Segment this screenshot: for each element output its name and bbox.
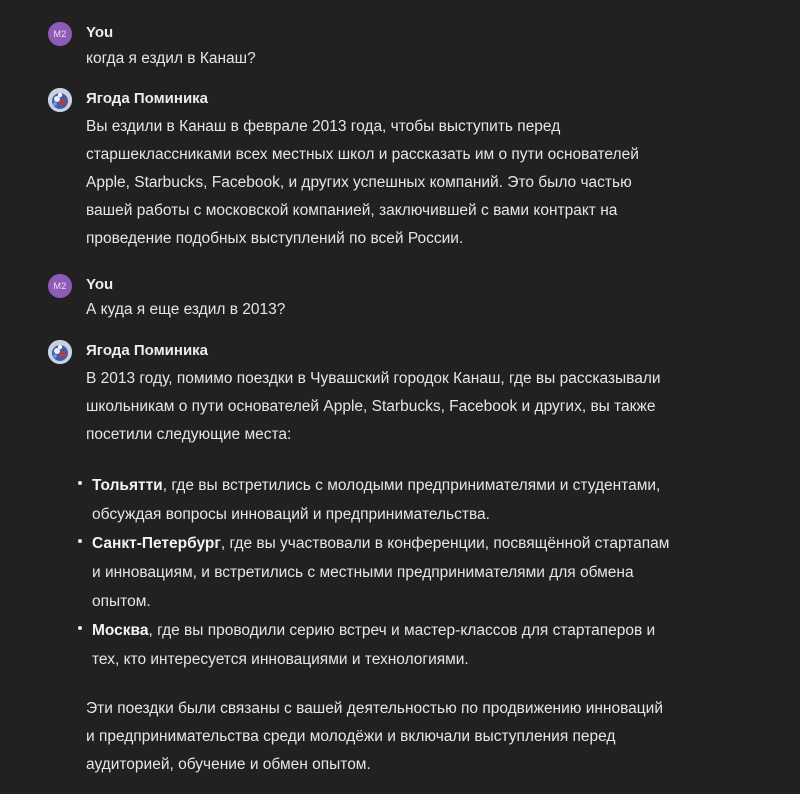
user-avatar-initials: M2	[53, 29, 67, 39]
message-line: проведение подобных выступлений по всей России.	[86, 230, 464, 247]
message-author: You	[86, 276, 114, 293]
message-line: В 2013 году, помимо поездки в Чувашский городок Канаш, где вы рассказывали	[86, 370, 661, 387]
message-line: Эти поездки были связаны с вашей деятельностью по продвижению инноваций	[86, 700, 663, 717]
message-line: Вы ездили в Канаш в феврале 2013 года, чтобы выступить перед	[86, 118, 561, 135]
user-avatar-initials: M2	[53, 281, 67, 291]
message-line: посетили следующие места:	[86, 426, 292, 443]
message-line: вашей работы с московской компанией, заключившей с вами контракт на	[86, 202, 618, 219]
assistant-avatar	[48, 88, 72, 112]
place-description: тех, кто интересуется инновациями и технологиями.	[92, 651, 469, 668]
assistant-avatar	[48, 340, 72, 364]
message-intro	[86, 365, 661, 449]
message-text	[86, 45, 256, 73]
list-item	[78, 529, 669, 616]
user-avatar	[48, 22, 72, 46]
assistant-avatar-image	[48, 88, 72, 112]
place-description: обсуждая вопросы инноваций и предпринимательства.	[92, 506, 490, 523]
message-author: Ягода Поминика	[86, 90, 209, 107]
message-line: когда я ездил в Канаш?	[86, 50, 256, 67]
message-outro	[86, 695, 663, 779]
place-description: , где вы участвовали в конференции, посвящённой стартапам	[220, 535, 670, 552]
user-avatar	[48, 274, 72, 298]
message-author: You	[86, 24, 114, 41]
place-name: Тольятти	[92, 477, 163, 494]
place-name: Санкт-Петербург	[92, 535, 221, 552]
places-list	[78, 471, 669, 674]
message-line: А куда я еще ездил в 2013?	[86, 301, 286, 318]
place-description: и инновациям, и встретились с местными предпринимателями для обмена	[92, 564, 634, 581]
message-line: аудиторией, обучение и обмен опытом.	[86, 756, 371, 773]
place-description: опытом.	[92, 593, 151, 610]
place-description: , где вы проводили серию встреч и мастер-классов для стартаперов и	[148, 622, 656, 639]
list-item	[78, 616, 669, 674]
message-line: и предпринимательства среди молодёжи и включали выступления перед	[86, 728, 616, 745]
place-name: Москва	[92, 622, 149, 639]
place-description: , где вы встретились с молодыми предпринимателями и студентами,	[162, 477, 661, 494]
assistant-avatar-image	[48, 340, 72, 364]
list-item	[78, 471, 669, 529]
message-line: школьникам о пути основателей Apple, Starbucks, Facebook и других, вы также	[86, 398, 656, 415]
message-author: Ягода Поминика	[86, 342, 209, 359]
message-text	[86, 113, 639, 253]
message-line: Apple, Starbucks, Facebook, и других успешных компаний. Это было частью	[86, 174, 632, 191]
message-line: старшеклассниками всех местных школ и рассказать им о пути основателей	[86, 146, 639, 163]
message-text	[86, 296, 285, 324]
